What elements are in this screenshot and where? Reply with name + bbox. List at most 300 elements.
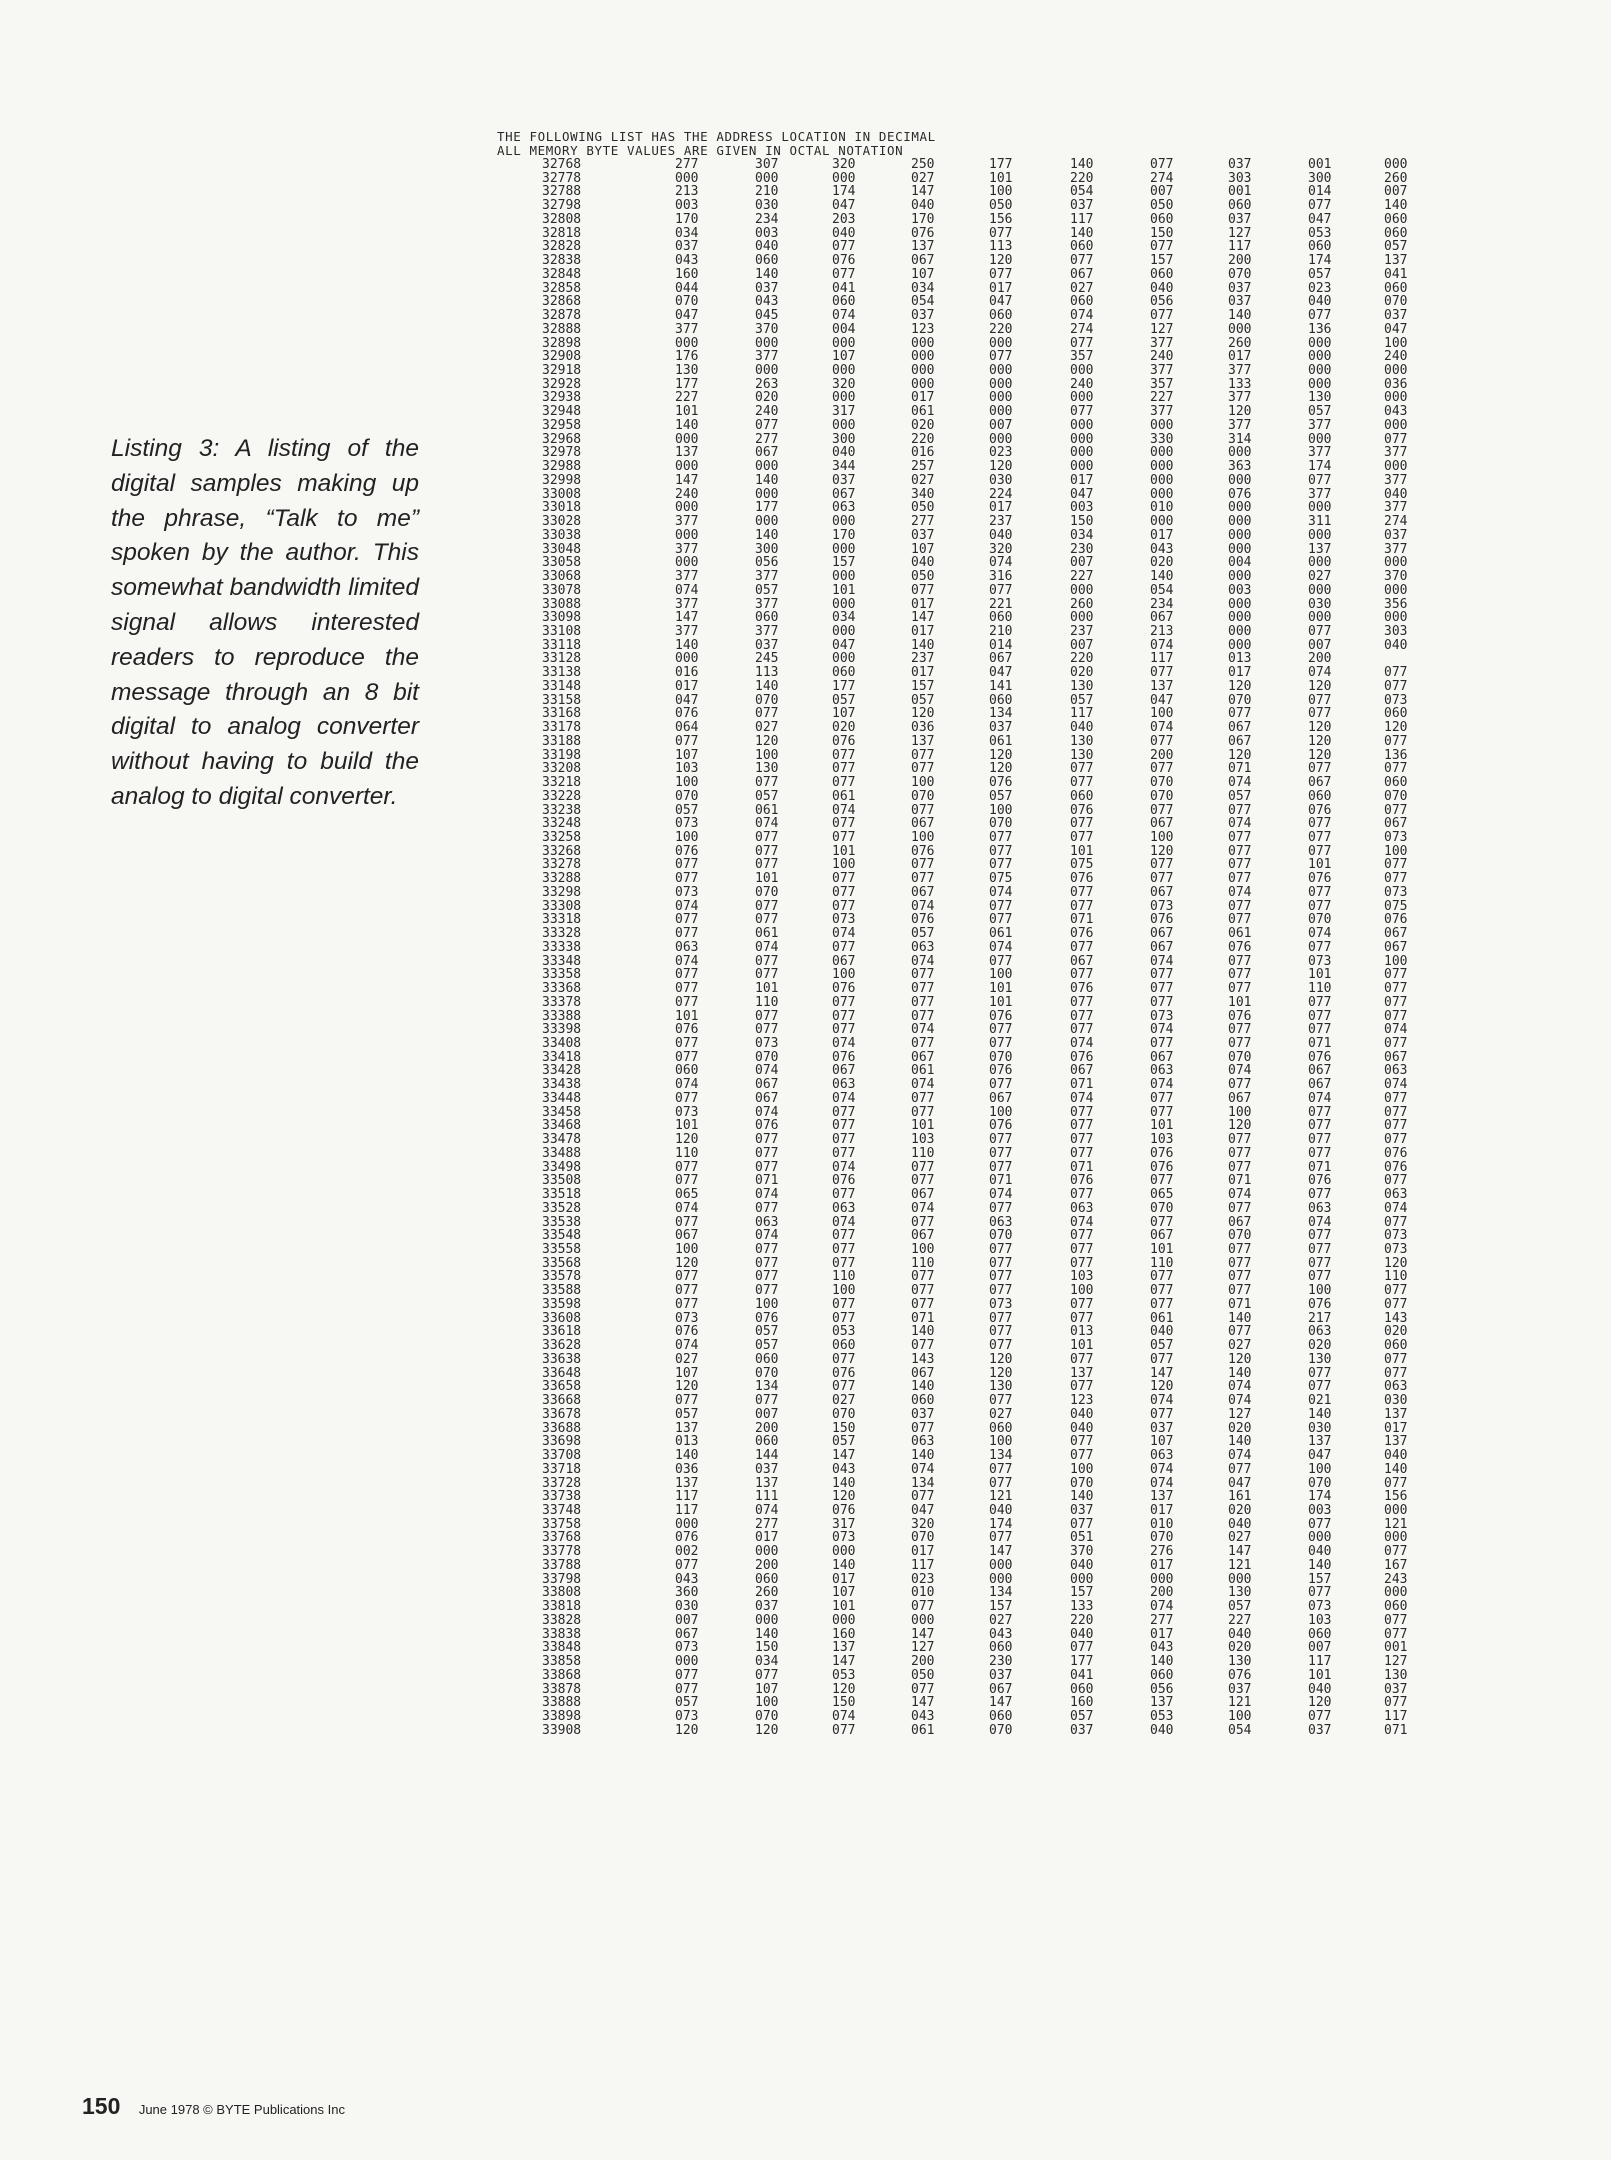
byte-value-cell: 076 <box>1308 871 1332 887</box>
byte-value-cell: 017 <box>1150 527 1174 543</box>
byte-value-cell: 077 <box>989 843 1013 859</box>
byte-value-cell: 043 <box>675 1571 699 1587</box>
byte-value-cell: 377 <box>1150 363 1174 379</box>
byte-value-cell: 137 <box>675 1420 699 1436</box>
byte-value-cell: 040 <box>1070 720 1094 736</box>
byte-value-cell: 077 <box>1150 802 1174 818</box>
byte-value-cell: 000 <box>755 486 779 502</box>
byte-value-cell: 053 <box>1308 225 1332 241</box>
byte-value-cell: 060 <box>989 1708 1013 1724</box>
byte-value-cell: 000 <box>1384 555 1408 571</box>
byte-value-cell: 200 <box>1228 253 1252 269</box>
byte-value-cell: 073 <box>1384 829 1408 845</box>
byte-value-cell: 007 <box>1308 1640 1332 1656</box>
byte-value-cell: 077 <box>1384 1118 1408 1134</box>
byte-value-cell: 077 <box>755 1008 779 1024</box>
byte-value-cell: 027 <box>989 1612 1013 1628</box>
byte-value-cell: 077 <box>1308 1269 1332 1285</box>
byte-value-cell: 070 <box>1228 266 1252 282</box>
byte-value-cell: 073 <box>675 1708 699 1724</box>
byte-value-cell: 017 <box>1070 472 1094 488</box>
listing-row <box>497 1255 1408 1271</box>
byte-value-cell: 027 <box>1228 1338 1252 1354</box>
byte-value-cell: 073 <box>1384 1242 1408 1258</box>
address-cell: 33848 <box>542 1640 582 1656</box>
address-cell: 32868 <box>542 294 582 310</box>
byte-value-cell: 076 <box>1070 1173 1094 1189</box>
byte-value-cell: 071 <box>1228 1296 1252 1312</box>
byte-value-cell: 000 <box>755 459 779 475</box>
byte-value-cell: 140 <box>755 678 779 694</box>
byte-value-cell: 101 <box>1308 857 1332 873</box>
byte-value-cell: 060 <box>1384 706 1408 722</box>
byte-value-cell: 037 <box>989 720 1013 736</box>
byte-value-cell: 377 <box>1228 363 1252 379</box>
byte-value-cell: 070 <box>832 1406 856 1422</box>
byte-value-cell: 000 <box>832 417 856 433</box>
address-cell: 33348 <box>542 953 582 969</box>
byte-value-cell: 007 <box>755 1406 779 1422</box>
byte-value-cell: 077 <box>911 871 935 887</box>
byte-value-cell: 074 <box>832 1708 856 1724</box>
byte-value-cell: 016 <box>911 445 935 461</box>
byte-value-cell: 120 <box>1308 720 1332 736</box>
byte-value-cell: 061 <box>911 1063 935 1079</box>
byte-value-cell: 074 <box>989 884 1013 900</box>
byte-value-cell: 020 <box>911 417 935 433</box>
byte-value-cell: 074 <box>1384 1077 1408 1093</box>
byte-value-cell: 000 <box>1308 376 1332 392</box>
address-cell: 33138 <box>542 665 582 681</box>
byte-value-cell: 077 <box>675 1296 699 1312</box>
byte-value-cell: 077 <box>1384 1090 1408 1106</box>
byte-value-cell: 077 <box>675 1283 699 1299</box>
byte-value-cell: 077 <box>1070 1310 1094 1326</box>
byte-value-cell: 076 <box>1228 486 1252 502</box>
byte-value-cell: 137 <box>1308 1434 1332 1450</box>
byte-value-cell: 077 <box>755 706 779 722</box>
byte-value-cell: 137 <box>755 1475 779 1491</box>
byte-value-cell: 034 <box>675 225 699 241</box>
byte-value-cell: 240 <box>675 486 699 502</box>
listing-row <box>497 652 1397 666</box>
byte-value-cell: 101 <box>832 1599 856 1615</box>
byte-value-cell: 000 <box>1150 472 1174 488</box>
byte-value-cell: 073 <box>1384 1228 1408 1244</box>
address-cell: 32928 <box>542 376 582 392</box>
address-cell: 33608 <box>542 1310 582 1326</box>
byte-value-cell: 020 <box>1228 1502 1252 1518</box>
byte-value-cell: 077 <box>1384 981 1408 997</box>
byte-value-cell: 077 <box>1070 1434 1094 1450</box>
byte-value-cell: 340 <box>911 486 935 502</box>
byte-value-cell: 076 <box>1384 1145 1408 1161</box>
byte-value-cell: 137 <box>1070 1365 1094 1381</box>
byte-value-cell: 077 <box>1308 1708 1332 1724</box>
address-cell: 32788 <box>542 184 582 200</box>
byte-value-cell: 140 <box>675 637 699 653</box>
byte-value-cell: 073 <box>675 884 699 900</box>
byte-value-cell: 076 <box>1308 1296 1332 1312</box>
byte-value-cell: 240 <box>1150 349 1174 365</box>
byte-value-cell: 077 <box>675 912 699 928</box>
byte-value-cell: 077 <box>1308 898 1332 914</box>
byte-value-cell: 377 <box>675 569 699 585</box>
byte-value-cell: 074 <box>832 1036 856 1051</box>
byte-value-cell: 077 <box>832 239 856 255</box>
listing-row <box>497 788 1408 804</box>
byte-value-cell: 060 <box>989 308 1013 324</box>
byte-value-cell: 001 <box>1384 1640 1408 1656</box>
byte-value-cell: 077 <box>755 1145 779 1161</box>
byte-value-cell: 000 <box>832 623 856 639</box>
byte-value-cell: 117 <box>1384 1708 1408 1724</box>
byte-value-cell: 067 <box>755 1077 779 1093</box>
byte-value-cell: 067 <box>1228 720 1252 736</box>
listing-row <box>497 1585 1408 1601</box>
byte-value-cell: 000 <box>832 651 856 667</box>
byte-value-cell: 077 <box>1228 1132 1252 1148</box>
byte-value-cell: 017 <box>911 623 935 639</box>
address-cell: 33328 <box>542 926 582 942</box>
byte-value-cell: 077 <box>832 816 856 832</box>
byte-value-cell: 060 <box>1384 1338 1408 1354</box>
byte-value-cell: 077 <box>1070 404 1094 420</box>
byte-value-cell: 077 <box>1228 829 1252 845</box>
listing-row <box>497 472 1408 488</box>
listing-header-line-1: THE FOLLOWING LIST HAS THE ADDRESS LOCATION IN DECIMAL <box>497 129 936 144</box>
address-cell: 33258 <box>542 829 582 845</box>
byte-value-cell: 043 <box>911 1708 935 1724</box>
byte-value-cell: 213 <box>675 184 699 200</box>
byte-value-cell: 117 <box>911 1557 935 1573</box>
byte-value-cell: 000 <box>1150 486 1174 502</box>
byte-value-cell: 061 <box>755 802 779 818</box>
address-cell: 32948 <box>542 404 582 420</box>
listing-row <box>497 527 1408 543</box>
byte-value-cell: 000 <box>1384 1585 1408 1601</box>
byte-value-cell: 377 <box>755 569 779 585</box>
byte-value-cell: 013 <box>675 1434 699 1450</box>
byte-value-cell: 000 <box>755 1544 779 1560</box>
byte-value-cell: 067 <box>911 1365 935 1381</box>
byte-value-cell: 077 <box>1308 472 1332 488</box>
byte-value-cell: 000 <box>675 651 699 667</box>
byte-value-cell: 037 <box>1070 198 1094 214</box>
byte-value-cell: 037 <box>1070 1722 1094 1738</box>
byte-value-cell: 120 <box>1228 404 1252 420</box>
byte-value-cell: 220 <box>1070 1612 1094 1628</box>
byte-value-cell: 077 <box>1308 1022 1332 1038</box>
byte-value-cell: 100 <box>989 967 1013 983</box>
byte-value-cell: 077 <box>911 1296 935 1312</box>
byte-value-cell: 120 <box>1308 1695 1332 1711</box>
byte-value-cell: 000 <box>1150 514 1174 530</box>
byte-value-cell: 037 <box>1228 294 1252 310</box>
byte-value-cell: 073 <box>675 816 699 832</box>
byte-value-cell: 067 <box>755 445 779 461</box>
byte-value-cell: 074 <box>1384 1200 1408 1216</box>
byte-value-cell: 237 <box>989 514 1013 530</box>
byte-value-cell: 077 <box>1070 1516 1094 1532</box>
byte-value-cell: 060 <box>1070 788 1094 804</box>
listing-row <box>497 390 1408 406</box>
listing-row <box>497 198 1408 214</box>
byte-value-cell: 077 <box>675 1269 699 1285</box>
address-cell: 33218 <box>542 775 582 791</box>
byte-value-cell: 077 <box>1308 761 1332 777</box>
byte-value-cell: 077 <box>989 1269 1013 1285</box>
byte-value-cell: 077 <box>832 884 856 900</box>
byte-value-cell: 067 <box>989 651 1013 667</box>
listing-row <box>497 500 1408 516</box>
byte-value-cell: 377 <box>755 596 779 612</box>
byte-value-cell: 040 <box>1308 294 1332 310</box>
byte-value-cell: 077 <box>1150 1173 1174 1189</box>
address-cell: 33678 <box>542 1406 582 1422</box>
byte-value-cell: 140 <box>1308 1557 1332 1573</box>
byte-value-cell: 074 <box>1308 1214 1332 1230</box>
byte-value-cell: 060 <box>832 1338 856 1354</box>
byte-value-cell: 077 <box>1308 1242 1332 1258</box>
listing-row <box>497 1242 1408 1258</box>
byte-value-cell: 077 <box>675 1557 699 1573</box>
byte-value-cell: 065 <box>1150 1187 1174 1203</box>
byte-value-cell: 037 <box>675 239 699 255</box>
byte-value-cell: 037 <box>755 280 779 296</box>
byte-value-cell: 077 <box>989 582 1013 598</box>
byte-value-cell: 060 <box>1384 211 1408 227</box>
byte-value-cell: 110 <box>675 1145 699 1161</box>
page-footer <box>82 2093 345 2120</box>
byte-value-cell: 344 <box>832 459 856 475</box>
byte-value-cell: 007 <box>1150 184 1174 200</box>
byte-value-cell: 077 <box>675 1173 699 1189</box>
listing-row <box>497 596 1408 612</box>
listing-row <box>497 623 1408 639</box>
listing-row <box>497 747 1408 763</box>
byte-value-cell: 077 <box>1308 816 1332 832</box>
byte-value-cell: 076 <box>911 912 935 928</box>
byte-value-cell: 060 <box>1384 1599 1408 1615</box>
byte-value-cell: 047 <box>989 665 1013 681</box>
listing-row <box>497 417 1408 433</box>
byte-value-cell: 177 <box>832 678 856 694</box>
byte-value-cell: 000 <box>989 363 1013 379</box>
byte-value-cell: 076 <box>1070 1049 1094 1065</box>
address-cell: 33268 <box>542 843 582 859</box>
listing-row <box>497 1173 1408 1189</box>
byte-value-cell: 101 <box>1070 843 1094 859</box>
byte-value-cell: 100 <box>832 967 856 983</box>
address-cell: 33738 <box>542 1489 582 1505</box>
byte-value-cell: 067 <box>675 1228 699 1244</box>
byte-value-cell: 077 <box>1384 1036 1408 1051</box>
byte-value-cell: 134 <box>755 1379 779 1395</box>
listing-row <box>497 1393 1408 1409</box>
address-cell: 32838 <box>542 253 582 269</box>
byte-value-cell: 101 <box>1150 1242 1174 1258</box>
byte-value-cell: 077 <box>1308 1145 1332 1161</box>
byte-value-cell: 077 <box>911 1104 935 1120</box>
byte-value-cell: 070 <box>755 692 779 708</box>
byte-value-cell: 147 <box>832 1654 856 1670</box>
byte-value-cell: 140 <box>1228 308 1252 324</box>
byte-value-cell: 377 <box>1228 390 1252 406</box>
address-cell: 33038 <box>542 527 582 543</box>
byte-value-cell: 074 <box>832 802 856 818</box>
byte-value-cell: 000 <box>1228 527 1252 543</box>
byte-value-cell: 074 <box>1150 1475 1174 1491</box>
byte-value-cell: 076 <box>1070 981 1094 997</box>
byte-value-cell: 227 <box>1150 390 1174 406</box>
byte-value-cell: 057 <box>1228 788 1252 804</box>
byte-value-cell: 047 <box>1150 692 1174 708</box>
byte-value-cell: 000 <box>1384 417 1408 433</box>
byte-value-cell: 061 <box>1150 1310 1174 1326</box>
byte-value-cell: 074 <box>755 1187 779 1203</box>
byte-value-cell: 077 <box>1070 816 1094 832</box>
byte-value-cell: 076 <box>911 843 935 859</box>
byte-value-cell: 061 <box>755 926 779 942</box>
byte-value-cell: 074 <box>989 555 1013 571</box>
byte-value-cell: 077 <box>911 1008 935 1024</box>
byte-value-cell: 120 <box>1228 1118 1252 1134</box>
byte-value-cell: 127 <box>1228 1406 1252 1422</box>
byte-value-cell: 073 <box>989 1296 1013 1312</box>
byte-value-cell: 050 <box>989 198 1013 214</box>
byte-value-cell: 070 <box>989 816 1013 832</box>
byte-value-cell: 243 <box>1384 1571 1408 1587</box>
byte-value-cell: 067 <box>1150 610 1174 626</box>
byte-value-cell: 074 <box>911 898 935 914</box>
byte-value-cell: 120 <box>1228 1351 1252 1367</box>
byte-value-cell: 060 <box>1308 239 1332 255</box>
listing-row <box>497 953 1408 969</box>
listing-row <box>497 1654 1408 1670</box>
address-cell: 33198 <box>542 747 582 763</box>
byte-value-cell: 077 <box>1228 1283 1252 1299</box>
byte-value-cell: 063 <box>1150 1063 1174 1079</box>
byte-value-cell: 070 <box>755 1049 779 1065</box>
byte-value-cell: 054 <box>1070 184 1094 200</box>
byte-value-cell: 043 <box>1150 541 1174 557</box>
byte-value-cell: 000 <box>1308 335 1332 351</box>
address-cell: 33708 <box>542 1448 582 1464</box>
byte-value-cell: 061 <box>911 1722 935 1738</box>
byte-value-cell: 000 <box>1070 390 1094 406</box>
address-cell: 33858 <box>542 1654 582 1670</box>
byte-value-cell: 041 <box>1384 266 1408 282</box>
address-cell: 33568 <box>542 1255 582 1271</box>
byte-value-cell: 074 <box>1070 1090 1094 1106</box>
listing-row <box>497 308 1408 324</box>
byte-value-cell: 076 <box>755 1118 779 1134</box>
byte-value-cell: 077 <box>1228 706 1252 722</box>
byte-value-cell: 050 <box>1150 198 1174 214</box>
byte-value-cell: 300 <box>832 431 856 447</box>
listing-row <box>497 376 1408 392</box>
byte-value-cell: 077 <box>675 1049 699 1065</box>
byte-value-cell: 067 <box>1228 1090 1252 1106</box>
byte-value-cell: 120 <box>675 1255 699 1271</box>
byte-value-cell: 076 <box>675 1324 699 1340</box>
byte-value-cell: 000 <box>1228 623 1252 639</box>
listing-header-line-2: ALL MEMORY BYTE VALUES ARE GIVEN IN OCTAL NOTATION <box>497 143 904 158</box>
byte-value-cell: 030 <box>1308 596 1332 612</box>
listing-row <box>497 404 1408 420</box>
byte-value-cell: 067 <box>1228 733 1252 749</box>
listing-row <box>497 1448 1408 1464</box>
byte-value-cell: 260 <box>1228 335 1252 351</box>
byte-value-cell: 010 <box>911 1585 935 1601</box>
byte-value-cell: 063 <box>1384 1379 1408 1395</box>
byte-value-cell: 150 <box>755 1640 779 1656</box>
listing-row <box>497 1324 1408 1340</box>
byte-value-cell: 077 <box>1070 1448 1094 1464</box>
byte-value-cell: 101 <box>1150 1118 1174 1134</box>
address-cell: 33068 <box>542 569 582 585</box>
byte-value-cell: 074 <box>1150 1022 1174 1038</box>
byte-value-cell: 200 <box>1308 651 1332 667</box>
byte-value-cell: 000 <box>1070 1571 1094 1587</box>
byte-value-cell: 260 <box>755 1585 779 1601</box>
address-cell: 33318 <box>542 912 582 928</box>
byte-value-cell: 077 <box>1228 1145 1252 1161</box>
byte-value-cell: 107 <box>832 706 856 722</box>
byte-value-cell: 120 <box>755 1722 779 1738</box>
byte-value-cell: 077 <box>1070 898 1094 914</box>
byte-value-cell: 157 <box>911 678 935 694</box>
byte-value-cell: 037 <box>911 1406 935 1422</box>
byte-value-cell: 060 <box>1384 280 1408 296</box>
byte-value-cell: 000 <box>989 431 1013 447</box>
byte-value-cell: 000 <box>1384 610 1408 626</box>
address-cell: 33178 <box>542 720 582 736</box>
byte-value-cell: 060 <box>1070 294 1094 310</box>
byte-value-cell: 200 <box>911 1654 935 1670</box>
byte-value-cell: 117 <box>675 1502 699 1518</box>
byte-value-cell: 057 <box>911 926 935 942</box>
byte-value-cell: 200 <box>1150 747 1174 763</box>
byte-value-cell: 077 <box>1308 1255 1332 1271</box>
byte-value-cell: 076 <box>1308 1049 1332 1065</box>
byte-value-cell: 140 <box>911 1379 935 1395</box>
byte-value-cell: 077 <box>1384 1544 1408 1560</box>
byte-value-cell: 077 <box>755 1255 779 1271</box>
byte-value-cell: 057 <box>755 1324 779 1340</box>
byte-value-cell: 077 <box>911 1681 935 1697</box>
address-cell: 33878 <box>542 1681 582 1697</box>
byte-value-cell: 017 <box>989 500 1013 516</box>
byte-value-cell: 103 <box>675 761 699 777</box>
byte-value-cell: 157 <box>1150 253 1174 269</box>
byte-value-cell: 077 <box>1384 1296 1408 1312</box>
byte-value-cell: 107 <box>832 349 856 365</box>
address-cell: 33378 <box>542 994 582 1010</box>
byte-value-cell: 120 <box>1308 678 1332 694</box>
byte-value-cell: 143 <box>911 1351 935 1367</box>
byte-value-cell: 077 <box>755 953 779 969</box>
byte-value-cell: 073 <box>1150 1008 1174 1024</box>
byte-value-cell: 063 <box>1384 1063 1408 1079</box>
byte-value-cell: 113 <box>989 239 1013 255</box>
byte-value-cell: 003 <box>755 225 779 241</box>
address-cell: 33438 <box>542 1077 582 1093</box>
byte-value-cell: 077 <box>1384 1475 1408 1491</box>
byte-value-cell: 120 <box>911 706 935 722</box>
byte-value-cell: 377 <box>755 623 779 639</box>
